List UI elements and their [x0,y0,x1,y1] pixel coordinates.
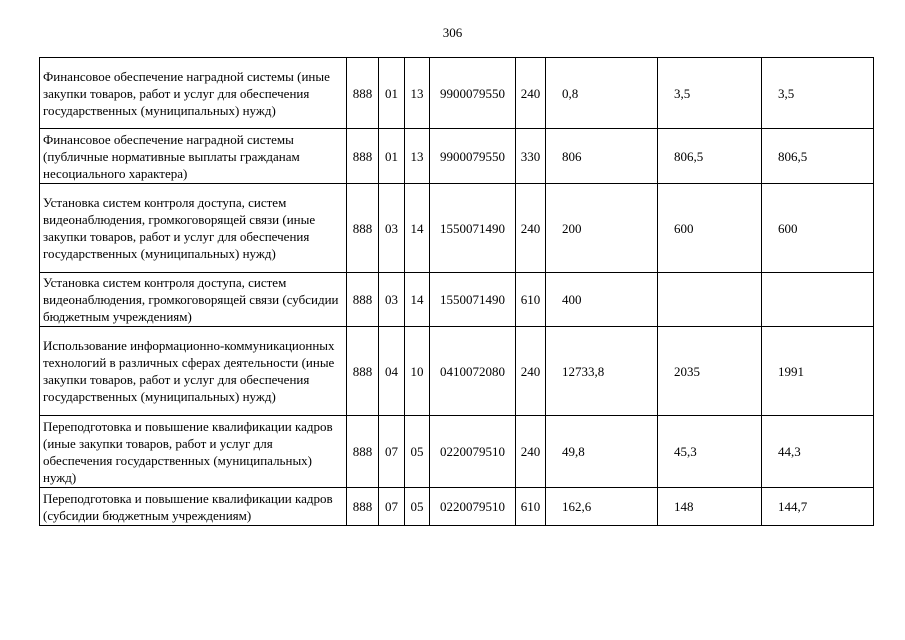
expense-description: Финансовое обеспечение наградной системы (публичные нормативные выплаты гражданам несоциального характера) [40,129,347,184]
amount-year-1: 49,8 [546,416,658,488]
amount-year-1: 12733,8 [546,327,658,416]
expense-type-code: 240 [516,184,546,273]
section-code: 01 [379,129,405,184]
table-row [40,273,874,327]
amount-year-2: 3,5 [658,58,762,129]
ministry-code: 888 [347,327,379,416]
subsection-code: 13 [405,58,430,129]
amount-year-1: 0,8 [546,58,658,129]
amount-year-3: 600 [762,184,874,273]
amount-year-3: 1991 [762,327,874,416]
amount-year-3: 806,5 [762,129,874,184]
amount-year-3: 3,5 [762,58,874,129]
amount-year-2: 600 [658,184,762,273]
expense-description: Переподготовка и повышение квалификации кадров (иные закупки товаров, работ и услуг для обеспечения государственных (муниципальных) нужд) [40,416,347,488]
table-row [40,58,874,129]
table-row [40,416,874,488]
target-article-code: 9900079550 [430,58,516,129]
target-article-code: 1550071490 [430,184,516,273]
page-number: 306 [442,25,463,40]
expense-description: Установка систем контроля доступа, систем видеонаблюдения, громкоговорящей связи (субсидии бюджетным учреждениям) [40,273,347,327]
expense-description: Переподготовка и повышение квалификации кадров (субсидии бюджетным учреждениям) [40,488,347,526]
amount-year-1: 400 [546,273,658,327]
table-row [40,327,874,416]
ministry-code: 888 [347,129,379,184]
ministry-code: 888 [347,273,379,327]
expense-type-code: 240 [516,327,546,416]
expense-type-code: 240 [516,416,546,488]
target-article-code: 0220079510 [430,488,516,526]
amount-year-2: 45,3 [658,416,762,488]
target-article-code: 1550071490 [430,273,516,327]
subsection-code: 05 [405,488,430,526]
expense-type-code: 240 [516,58,546,129]
ministry-code: 888 [347,416,379,488]
expense-description: Финансовое обеспечение наградной системы (иные закупки товаров, работ и услуг для обеспечения государственных (муниципальных) нужд) [40,58,347,129]
table-row [40,488,874,526]
section-code: 07 [379,488,405,526]
amount-year-2 [658,273,762,327]
amount-year-3: 44,3 [762,416,874,488]
amount-year-1: 162,6 [546,488,658,526]
expense-description: Использование информационно-коммуникационных технологий в различных сферах деятельности (иные закупки товаров, работ и услуг для обеспечения государственных (муниципальных) нужд) [40,327,347,416]
ministry-code: 888 [347,58,379,129]
ministry-code: 888 [347,184,379,273]
ministry-code: 888 [347,488,379,526]
table-row [40,184,874,273]
expense-type-code: 330 [516,129,546,184]
subsection-code: 13 [405,129,430,184]
amount-year-2: 148 [658,488,762,526]
target-article-code: 9900079550 [430,129,516,184]
amount-year-3: 144,7 [762,488,874,526]
section-code: 03 [379,273,405,327]
subsection-code: 10 [405,327,430,416]
budget-table [39,57,874,526]
expense-type-code: 610 [516,273,546,327]
section-code: 01 [379,58,405,129]
target-article-code: 0220079510 [430,416,516,488]
expense-description: Установка систем контроля доступа, систем видеонаблюдения, громкоговорящей связи (иные закупки товаров, работ и услуг для обеспечения государственных (муниципальных) нужд) [40,184,347,273]
amount-year-2: 2035 [658,327,762,416]
subsection-code: 05 [405,416,430,488]
amount-year-3 [762,273,874,327]
section-code: 03 [379,184,405,273]
target-article-code: 0410072080 [430,327,516,416]
section-code: 04 [379,327,405,416]
section-code: 07 [379,416,405,488]
subsection-code: 14 [405,273,430,327]
table-row [40,129,874,184]
amount-year-1: 806 [546,129,658,184]
expense-type-code: 610 [516,488,546,526]
amount-year-2: 806,5 [658,129,762,184]
amount-year-1: 200 [546,184,658,273]
subsection-code: 14 [405,184,430,273]
